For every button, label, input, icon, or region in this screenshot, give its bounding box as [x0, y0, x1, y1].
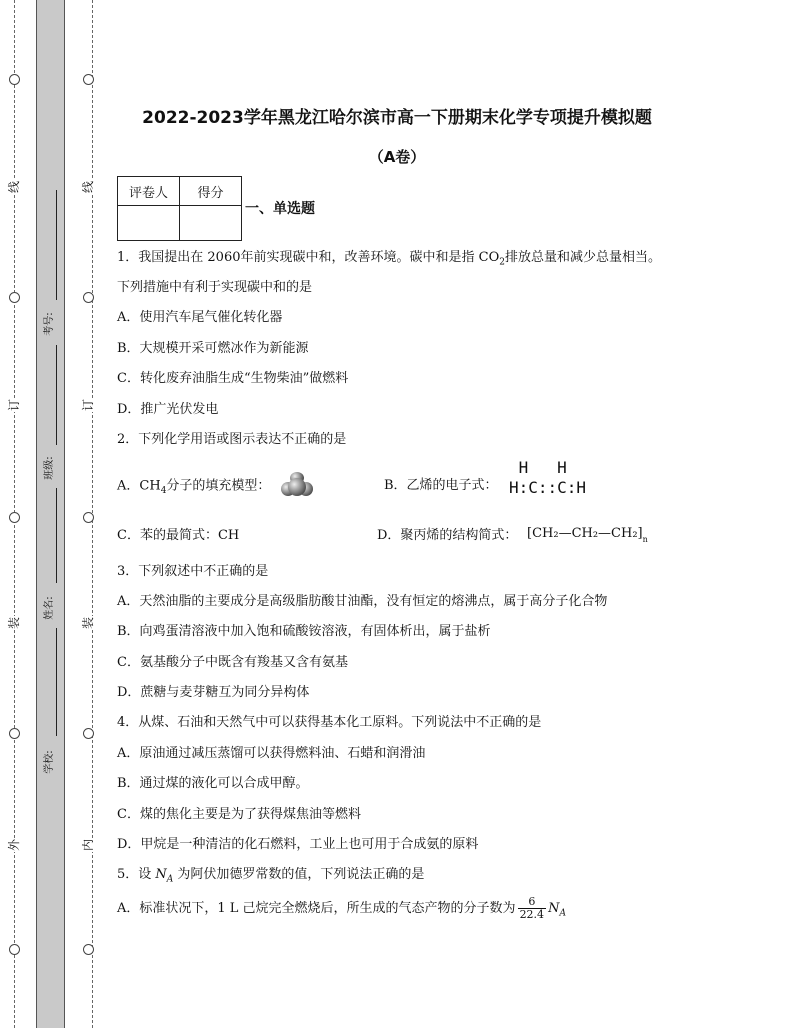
- q2-option-d: D．聚丙烯的结构简式：: [377, 528, 518, 543]
- field-label-exam-number: 考号:: [44, 312, 55, 336]
- binding-hole: [9, 74, 20, 85]
- electron-formula-main: H:C::C:H: [509, 478, 587, 497]
- binding-hole: [83, 512, 94, 523]
- binding-hole: [83, 728, 94, 739]
- question-3-stem: 3．下列叙述中不正确的是: [117, 564, 269, 579]
- question-1-stem-line2: 下列措施中有利于实现碳中和的是: [117, 280, 313, 295]
- q4-option-b: B．通过煤的液化可以合成甲醇。: [117, 776, 309, 791]
- question-2-stem: 2．下列化学用语或图示表达不正确的是: [117, 432, 347, 447]
- binding-char-ding-inner: 订: [81, 399, 95, 412]
- q4-option-a: A．原油通过减压蒸馏可以获得燃料油、石蜡和润滑油: [117, 746, 426, 761]
- q1-option-a: A．使用汽车尾气催化转化器: [117, 310, 283, 325]
- field-label-class: 班级:: [44, 456, 55, 480]
- binding-hole: [9, 512, 20, 523]
- score-table-score-cell: [180, 206, 242, 241]
- methane-space-filling-model-icon: [281, 472, 315, 500]
- score-table-grader-cell: [118, 206, 180, 241]
- q5-stem-part-b: 为阿伏加德罗常数的值，下列说法正确的是: [173, 867, 425, 882]
- binding-hole: [9, 728, 20, 739]
- field-line: [56, 190, 57, 300]
- q5-na-symbol: N: [155, 867, 167, 882]
- q5-option-a: [117, 896, 566, 921]
- fraction-denominator: 22.4: [519, 908, 545, 921]
- poly-formula-text: [CH₂—CH₂—CH₂]: [527, 526, 643, 541]
- q3-option-c: C．氨基酸分子中既含有羧基又含有氨基: [117, 655, 348, 670]
- q4-option-c: C．煤的焦化主要是为了获得煤焦油等燃料: [117, 807, 361, 822]
- binding-char-xian: 线: [7, 181, 21, 194]
- binding-gray-strip: [36, 0, 65, 1028]
- q3-option-b: B．向鸡蛋清溶液中加入饱和硫酸铵溶液，有固体析出，属于盐析: [117, 624, 491, 639]
- q2-option-a: [117, 472, 315, 500]
- section-heading: 一、单选题: [245, 201, 315, 217]
- binding-hole: [83, 74, 94, 85]
- binding-hole: [9, 292, 20, 303]
- q2-a-subscript: 4: [160, 486, 167, 497]
- poly-formula-n: n: [642, 535, 648, 544]
- field-label-school: 学校:: [44, 750, 55, 774]
- binding-hole: [83, 292, 94, 303]
- q5-a-text: A．标准状况下，1 L 己烷完全燃烧后，所生成的气态产物的分子数为: [117, 901, 516, 916]
- binding-char-xian-inner: 线: [81, 181, 95, 194]
- q2-a-formula: CH: [139, 478, 161, 494]
- page-subtitle: （A卷）: [368, 148, 426, 166]
- field-line: [56, 345, 57, 445]
- q2-option-c: C．苯的最简式：CH: [117, 528, 240, 543]
- q1-option-b: B．大规模开采可燃冰作为新能源: [117, 341, 309, 356]
- question-4-stem: 4．从煤、石油和天然气中可以获得基本化工原料。下列说法中不正确的是: [117, 715, 542, 730]
- q1-stem-part-a: 1．我国提出在 2060年前实现碳中和，改善环境。碳中和是指 CO: [117, 250, 500, 265]
- polypropylene-formula: [527, 526, 648, 544]
- binding-hole: [83, 944, 94, 955]
- binding-char-wai: 外: [7, 839, 21, 852]
- fraction-numerator: 6: [518, 896, 547, 909]
- q4-option-d: D．甲烷是一种清洁的化石燃料，工业上也可用于合成氨的原料: [117, 837, 479, 852]
- q1-option-d: D．推广光伏发电: [117, 402, 219, 417]
- binding-hole: [9, 944, 20, 955]
- q3-option-a: A．天然油脂的主要成分是高级脂肪酸甘油酯，没有恒定的熔沸点，属于高分子化合物: [117, 594, 608, 609]
- q1-stem-subscript: 2: [499, 257, 505, 268]
- q2-option-b: B．乙烯的电子式：: [384, 478, 498, 493]
- q3-option-d: D．蔗糖与麦芽糖互为同分异构体: [117, 685, 310, 700]
- question-1-stem: [117, 246, 661, 268]
- q5-a-na-subscript: A: [559, 908, 566, 919]
- binding-char-zhuang: 装: [7, 617, 21, 630]
- binding-char-ding: 订: [7, 399, 21, 412]
- field-line: [56, 628, 57, 736]
- score-table-grader-header: 评卷人: [118, 177, 180, 206]
- score-table: [117, 176, 242, 241]
- q5-na-subscript: A: [166, 874, 174, 885]
- field-label-name: 姓名:: [44, 596, 55, 620]
- q5-a-fraction: [518, 896, 547, 921]
- ethylene-electron-formula: [509, 458, 586, 498]
- q1-option-c: C．转化废弃油脂生成“生物柴油”做燃料: [117, 371, 349, 386]
- binding-char-nei: 内: [81, 839, 95, 852]
- q2-a-text: 分子的填充模型：: [166, 478, 271, 494]
- q5-stem-part-a: 5．设: [117, 867, 156, 882]
- field-line: [56, 488, 57, 583]
- q2-a-label: A．: [117, 478, 140, 494]
- question-5-stem: [117, 863, 424, 885]
- q1-stem-part-b: 排放总量和减少总量相当。: [504, 250, 661, 265]
- binding-char-zhuang-inner: 装: [81, 617, 95, 630]
- score-table-score-header: 得分: [180, 177, 242, 206]
- page-title: 2022-2023学年黑龙江哈尔滨市高一下册期末化学专项提升模拟题: [142, 108, 652, 128]
- electron-formula-top-h: H H: [509, 458, 567, 477]
- q5-a-na-symbol: N: [548, 901, 560, 916]
